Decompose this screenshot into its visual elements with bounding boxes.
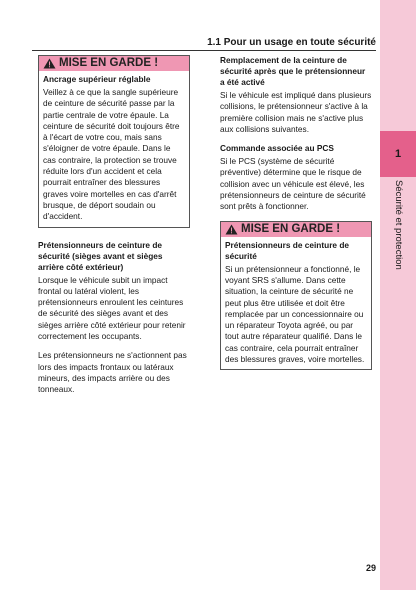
paragraph: Si le PCS (système de sécurité préventive) détermine que le risque de collision avec un véhicule est élevé, les prétensionneurs de ceinture de sécurité sont prêts à fonctionner. <box>220 156 366 212</box>
page-header: 1.1 Pour un usage en toute sécurité <box>207 37 376 48</box>
warning-box-anchor <box>38 55 190 228</box>
warning-triangle-icon <box>43 58 56 69</box>
paragraph: Les prétensionneurs ne s'actionnent pas lors des impacts frontaux ou latéraux mineurs, des impacts arrière ou des tonneaux. <box>38 350 187 395</box>
page-number: 29 <box>365 563 376 573</box>
right-column <box>220 55 372 382</box>
paragraph: Lorsque le véhicule subit un impact frontal ou latéral violent, les prétensionneurs enroulent les ceintures de sécurité des sièges avant et des sièges arrière côté extérieur pour retenir correctement les occupants. <box>38 274 186 342</box>
paragraph: Si le véhicule est impliqué dans plusieurs collisions, le prétensionneur s'active à la première collision mais ne s'active plus aux collisions suivantes. <box>220 90 372 134</box>
warning-text: Veillez à ce que la sangle supérieure de ceinture de sécurité passe par la partie centrale de votre épaule. La ceinture de sécurité doit toujours être à l'écart de votre cou, mais sans s'éloigner de votre épaule. Dans le cas contraire, la protection se trouve réduite lors d'un accident et cela pourrait entraîner des blessures graves voire mortelles en cas d'arrêt brusque, de déport soudain ou d'accident. <box>43 87 180 222</box>
section-title-replacement: Remplacement de la ceinture de sécurité après que le prétensionneur a été activé <box>220 55 366 87</box>
header-rule <box>32 50 376 51</box>
warning-box-pretensioners <box>220 221 372 371</box>
section-title-pcs: Commande associée au PCS <box>220 143 334 154</box>
chapter-tab-label: Sécurité et protection <box>393 180 404 270</box>
warning-title: MISE EN GARDE ! <box>241 222 341 235</box>
warning-header <box>39 56 189 71</box>
warning-text: Si un prétensionneur a fonctionné, le voyant SRS s'allume. Dans cette situation, la ceinture de sécurité ne peut plus être utilisée et doit être remplacée par un concessionnaire ou un réparateur Toyota agréé, ou par tout autre réparateur qualifié. Dans le cas contraire, cela pourrait entraîner des blessures graves, voire mortelles. <box>225 263 365 365</box>
warning-header <box>221 222 371 237</box>
warning-title: MISE EN GARDE ! <box>59 57 159 69</box>
warning-triangle-icon <box>225 224 238 235</box>
chapter-tab-strip <box>380 0 416 590</box>
section-title-pretensioners: Prétensionneurs de ceinture de sécurité (sièges avant et sièges arrière côté extérieur) <box>38 239 163 272</box>
warning-subtitle: Ancrage supérieur réglable <box>43 74 151 84</box>
left-column <box>38 55 190 404</box>
chapter-tab-number: 1 <box>380 131 416 177</box>
warning-subtitle: Prétensionneurs de ceinture de sécurité <box>225 239 350 261</box>
